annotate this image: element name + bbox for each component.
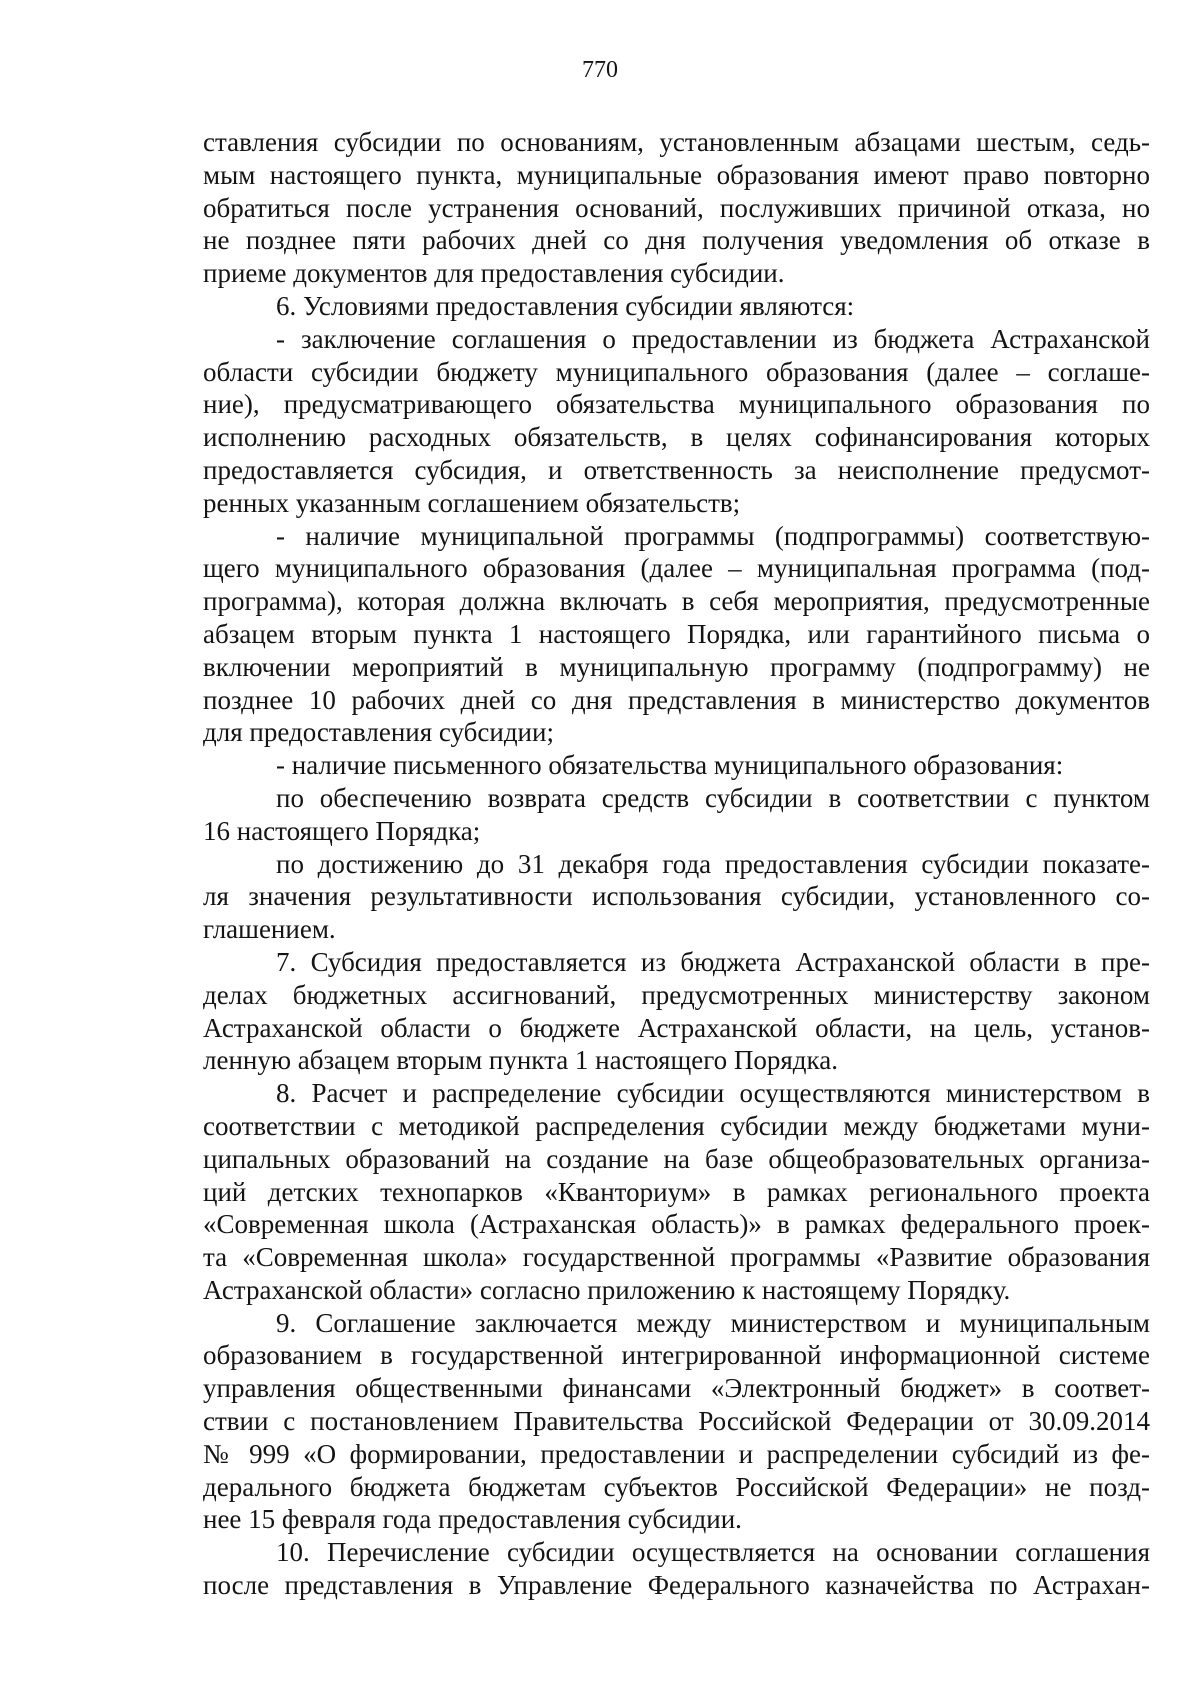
paragraph (203, 520, 1150, 750)
text-line: ставления субсидии по основаниям, установленным абзацами шестым, седь- (203, 127, 1150, 157)
text-line: программа), которая должна включать в себя мероприятия, предусмотренные (203, 586, 1150, 617)
text-line: соответствии с методикой распределения субсидии между бюджетами муни- (203, 1110, 1150, 1141)
text-line: та «Современная школа» государственной программы «Развитие образования (203, 1242, 1150, 1273)
text-line: 8. Расчет и распределение субсидии осуществляются министерством в (276, 1078, 1150, 1109)
text-line: управления общественными финансами «Электронный бюджет» в соответ- (203, 1373, 1150, 1404)
text-line: приеме документов для предоставления субсидии. (203, 258, 785, 289)
paragraph (203, 848, 1150, 946)
text-line: для предоставления субсидии; (203, 717, 554, 748)
text-line: делах бюджетных ассигнований, предусмотренных министерству законом (203, 979, 1150, 1010)
text-line: ля значения результативности использования субсидии, установленного со- (203, 881, 1150, 912)
text-line: ренных указанным соглашением обязательств; (203, 487, 741, 518)
text-line: позднее 10 рабочих дней со дня представления в министерство документов (203, 684, 1150, 715)
text-line: не позднее пяти рабочих дней со дня получения уведомления об отказе в (203, 225, 1150, 256)
paragraph (203, 946, 1150, 1077)
text-line: нее 15 февраля года предоставления субсидии. (203, 1504, 742, 1535)
text-line: Астраханской области» согласно приложению к настоящему Порядку. (203, 1274, 1011, 1305)
paragraph (203, 782, 1150, 848)
text-line: 10. Перечисление субсидии осуществляется на основании соглашения (276, 1537, 1150, 1568)
paragraph (203, 1536, 1150, 1602)
page-number: 770 (582, 57, 618, 83)
text-line: после представления в Управление Федерального казначейства по Астрахан- (203, 1570, 1150, 1601)
text-line: 16 настоящего Порядка; (203, 815, 481, 846)
text-line: 7. Субсидия предоставляется из бюджета Астраханской области в пре- (276, 946, 1150, 977)
paragraph (203, 126, 1150, 290)
text-line: Астраханской области о бюджете Астраханской области, на цель, установ- (203, 1012, 1150, 1043)
paragraph (203, 323, 1150, 520)
text-line: - заключение соглашения о предоставлении из бюджета Астраханской (276, 323, 1150, 354)
paragraph (203, 1077, 1150, 1307)
text-line: включении мероприятий в муниципальную программу (подпрограмму) не (203, 651, 1150, 682)
paragraph (203, 749, 1150, 782)
text-line: области субсидии бюджету муниципального образования (далее – соглаше- (203, 356, 1150, 387)
text-line: - наличие муниципальной программы (подпрограммы) соответствую- (276, 520, 1150, 551)
text-line: - наличие письменного обязательства муниципального образования: (276, 750, 1064, 781)
text-line: обратиться после устранения оснований, послуживших причиной отказа, но (203, 192, 1150, 223)
text-line: мым настоящего пункта, муниципальные образования имеют право повторно (203, 159, 1150, 190)
text-line: образованием в государственной интегрированной информационной системе (203, 1340, 1150, 1371)
text-line: по обеспечению возврата средств субсидии в соответствии с пунктом (276, 782, 1150, 813)
text-line: ций детских технопарков «Кванториум» в рамках регионального проекта (203, 1176, 1150, 1207)
text-line: предоставляется субсидия, и ответственность за неисполнение предусмот- (203, 454, 1150, 485)
text-line: 6. Условиями предоставления субсидии являются: (276, 290, 855, 321)
text-line: исполнению расходных обязательств, в целях софинансирования которых (203, 422, 1150, 453)
text-line: ципальных образований на создание на базе общеобразовательных организа- (203, 1143, 1150, 1174)
text-line: ствии с постановлением Правительства Российской Федерации от 30.09.2014 (203, 1406, 1150, 1437)
paragraph (203, 1307, 1150, 1537)
document-body (203, 126, 1150, 1602)
text-line: глашением. (203, 914, 336, 945)
text-line: дерального бюджета бюджетам субъектов Российской Федерации» не позд- (203, 1471, 1150, 1502)
text-line: ние), предусматривающего обязательства муниципального образования по (203, 389, 1150, 420)
text-line: ленную абзацем вторым пункта 1 настоящего Порядка. (203, 1045, 838, 1076)
paragraph (203, 290, 1150, 323)
text-line: № 999 «О формировании, предоставлении и распределении субсидий из фе- (203, 1438, 1150, 1469)
text-line: щего муниципального образования (далее – муниципальная программа (под- (203, 553, 1150, 584)
text-line: абзацем вторым пункта 1 настоящего Порядка, или гарантийного письма о (203, 618, 1150, 649)
text-line: «Современная школа (Астраханская область)» в рамках федерального проек- (203, 1209, 1150, 1240)
text-line: по достижению до 31 декабря года предоставления субсидии показате- (276, 848, 1150, 879)
text-line: 9. Соглашение заключается между министерством и муниципальным (276, 1307, 1150, 1338)
